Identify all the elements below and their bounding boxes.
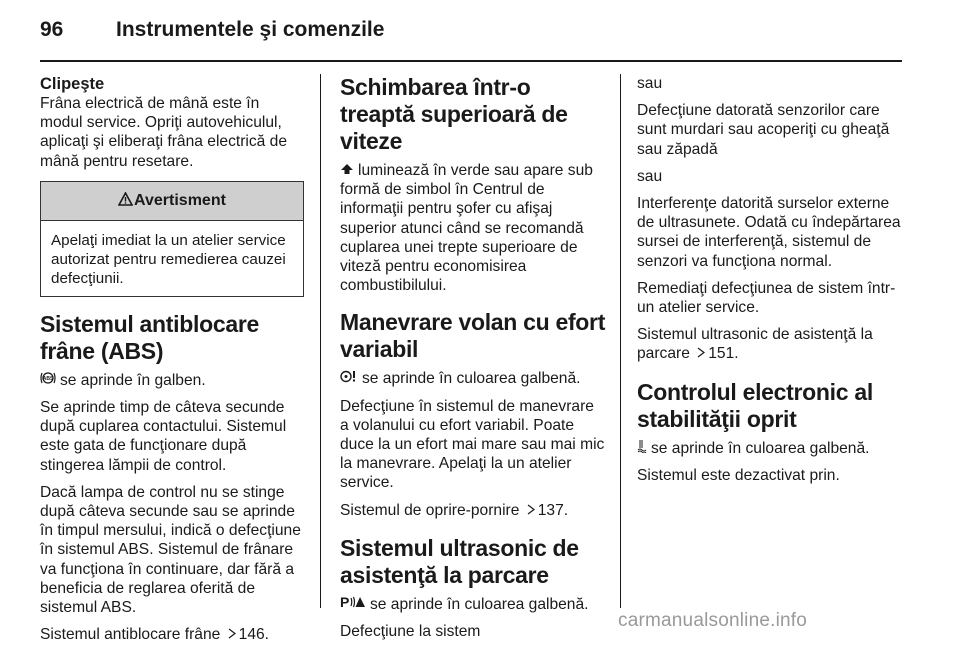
abs-reference	[40, 625, 304, 645]
paragraph: Remediaţi defecţiunea de sistem într-un atelier service.	[637, 279, 896, 317]
shift-up-icon	[340, 161, 354, 180]
section-title-clipeste: Clipeşte	[40, 75, 105, 93]
paragraph: Defecţiune la sistem	[340, 623, 481, 641]
section-heading-steering: Manevrare volan cu efort variabil	[340, 309, 606, 363]
paragraph: sau	[637, 75, 663, 92]
page-reference-icon	[527, 502, 535, 521]
paragraph: Se aprinde timp de câteva secunde după cuplarea contactului. Sistemul este gata de funcţionare după stingerea lămpii de control.	[40, 399, 287, 474]
reference-text: Sistemul ultrasonic de asistenţă la parcare	[637, 326, 873, 363]
shift-text: luminează în verde sau apare sub formă de simbol în Centrul de informaţii pentru şofer cu afişaj superior atunci când se recomandă cuplarea unei trepte superioare de viteză pentru economisirea combustibilului.	[340, 162, 593, 295]
section-heading-abs: Sistemul antiblocare frâne (ABS)	[40, 310, 259, 364]
column-divider-1	[320, 74, 321, 608]
abs-indicator-text: se aprinde în galben.	[60, 371, 206, 389]
paragraph: Dacă lampa de control nu se stinge după câteva secunde sau se aprinde în timpul mersului, indică o defecţiune în sistemul ABS. Sistemul de frânare va funcţiona în continuare, dar fără a beneficia de reglarea oferită de sistemul ABS.	[40, 483, 301, 617]
esc-indicator-line	[637, 439, 905, 458]
page-reference-icon	[228, 626, 236, 645]
svg-text:ABS: ABS	[42, 375, 54, 382]
paragraph: Frâna electrică de mână este în modul service. Opriţi autovehiculul, aplicaţi şi eliberaţi frâna electrică de mână pentru resetare.	[40, 95, 288, 170]
section-heading-esc: Controlul electronic al stabilităţii oprit	[637, 378, 873, 432]
steering-indicator-text: se aprinde în culoarea galbenă.	[362, 370, 581, 388]
abs-indicator-line	[40, 371, 304, 390]
abs-warning-icon	[40, 371, 56, 390]
warning-text: Apelaţi imediat la un atelier service autorizat pentru remedierea cauzei defecţiunii.	[51, 231, 286, 287]
reference-page[interactable]: 137.	[537, 501, 569, 519]
reference-text: Sistemul antiblocare frâne	[40, 626, 221, 644]
page-reference-icon	[697, 345, 705, 364]
steering-indicator-line	[340, 369, 606, 388]
section-heading-parking: Sistemul ultrasonic de asistenţă la parcare	[340, 534, 579, 588]
esc-indicator-text: se aprinde în culoarea galbenă.	[651, 439, 870, 457]
paragraph: sau	[637, 167, 663, 185]
parking-indicator-text: se aprinde în culoarea galbenă.	[370, 595, 589, 613]
chapter-title: Instrumentele şi comenzile	[116, 18, 385, 41]
parking-indicator-line	[340, 595, 606, 614]
section-heading-shift: Schimbarea într-o treaptă superioară de viteze	[340, 74, 568, 154]
steering-reference	[340, 501, 606, 521]
warning-title: Avertisment	[134, 192, 226, 210]
paragraph: Sistemul este dezactivat prin.	[637, 466, 840, 484]
column-3	[637, 74, 905, 493]
warning-header	[41, 182, 303, 221]
column-divider-2	[620, 74, 621, 608]
parking-assist-icon	[340, 595, 366, 614]
paragraph: Defecţiune în sistemul de manevrare a volanului cu efort variabil. Poate duce la un efort mai mare sau mai mic la manevrare. Apelaţi la un atelier service.	[340, 397, 605, 492]
page-number: 96	[40, 18, 64, 41]
header-divider	[40, 60, 902, 62]
paragraph: Interferenţe datorită surselor externe de ultrasunete. Odată cu îndepărtarea sursei de interferenţă, sistemul de senzori va funcţiona normal.	[637, 195, 901, 270]
shift-paragraph	[340, 161, 606, 295]
parking-reference	[637, 325, 905, 364]
paragraph: Defecţiune datorată senzorilor care sunt murdari sau acoperiţi cu gheaţă sau zăpadă	[637, 102, 890, 158]
warning-triangle-icon	[118, 191, 133, 210]
column-1	[40, 74, 304, 653]
page-header	[40, 18, 902, 48]
reference-page[interactable]: 146.	[238, 626, 269, 644]
column-2	[340, 74, 606, 649]
warning-box	[40, 181, 304, 297]
steering-warning-icon	[340, 369, 358, 388]
reference-page[interactable]: 151.	[708, 345, 739, 363]
esc-off-icon	[637, 439, 647, 458]
reference-text: Sistemul de oprire-pornire	[340, 501, 520, 519]
svg-text:P: P	[340, 594, 350, 609]
watermark: carmanualsonline.info	[618, 610, 808, 631]
